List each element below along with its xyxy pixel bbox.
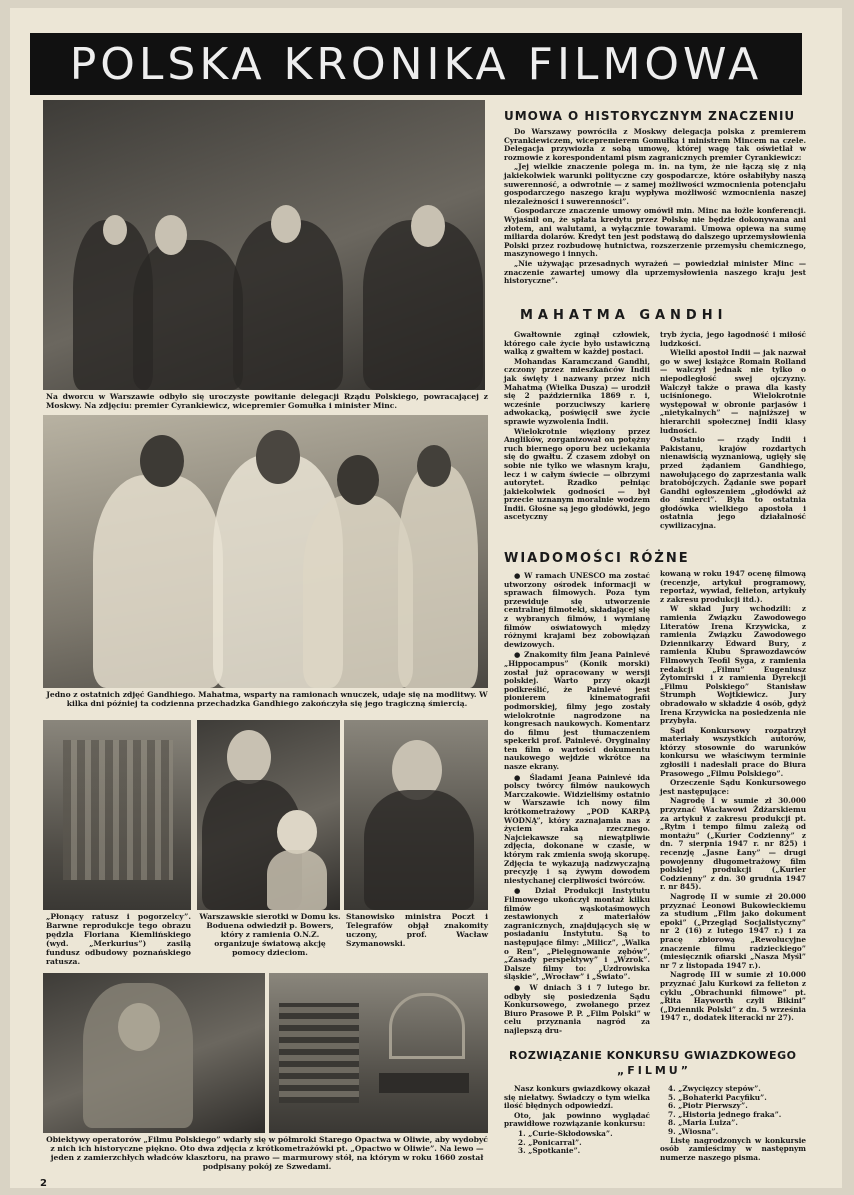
answer-item: 9. „Wiosna”. [668,1126,719,1136]
heading-wiadomosci: WIADOMOŚCI RÓŻNE [504,551,690,566]
news-item: ● Śladami Jeana Painlevé ida polscy twórcy filmów naukowych Marczakowie. Widzieliśmy ostatnio w Warszawie ich nowy film krótkometrażowy „POD KARPĄ WODNĄ”, który zaznajamia nas z życiem raka rzecznego. Najciekawsze są niewątpliwie zdjęcia, dokonane w czasie, w którym rak zmienia swoją skorupę. Zdjęcia te wykazują nadzwyczajną precyzję i są żywym dowodem niestychanej cierpliwości twórców. [504,772,650,885]
answer-item: 8. „Maria Luiza”. [668,1118,738,1128]
page-number: 2 [40,1178,47,1189]
caption-townhall: „Płonący ratusz i pogorzelcy”. Barwne reprodukcje tego obrazu pędzla Floriana Kiemlińskiego (wyd. „Merkurius”) zasilą fundusz odbudowy poznańskiego ratusza. [46,912,191,966]
news-paragraph: Orzeczenie Sądu Konkursowego jest następujące: [660,778,806,796]
news-paragraph: Nagrodę I w sumie zł 30.000 przyznać Wacławowi Żdżarskiemu za artykuł z zakresu produkcji pt. „Rytm i tempo filmu zależą od montażu” („Kurier Codzienny” z dn. 7 sierpnia 1947 r. nr 825) i recenzję „Jasne Łany” — drugi powojenny długometrażowy film polskiej produkcji („Kurier Codzienny” z dn. 30 grudnia 1947 r. nr 845). [660,796,806,892]
article-konkurs-right [660,1085,806,1163]
gandhi-paragraph: Mohandas Karamczand Gandhi, czczony przez mieszkańców Indii jak święty i nazwany przez nich Mahatmą (Wielka Dusza) — urodził się 2 października 1869 r. i, wcześnie porzuciwszy karierę adwokacką, poświęcił swe życie sprawie wyzwolenia Indii. [504,356,650,426]
news-paragraph: W skład Jury wchodzili: z ramienia Związku Zawodowego Literatów Irena Krzywicka, z ramienia Związku Zawodowego Dziennikarzy Edward Bury, z ramienia Klubu Sprawozdawców Filmowych Teofil Syga, z ramienia redakcji „Filmu” Eugeniusz Żytomirski i z ramienia Dyrekcji „Filmu Polskiego” Stanisław Strumph Wojtkiewicz. Jury obradowało w składzie 4 osób, gdyż Irena Krzywicka na posiedzenia nie przybyła. [660,604,806,726]
photo-minister [344,720,488,910]
masthead [30,33,802,95]
photo-abbey-ruler [43,973,265,1133]
answer-list-right [660,1085,806,1137]
konkurs-outro: Listę nagrodzonych w konkursie osób zamieścimy w następnym numerze naszego pisma. [660,1135,806,1162]
news-item: ● Dział Produkcji Instytutu Filmowego ukończył montaż kilku filmów wąskotaśmowych zestawionych z materiałów zagranicznych, znajdujących się w posiadaniu Instytutu. Są to następujące filmy: „Milicz”, „Walka o Ren”, „Pielęgnowanie zębów”, „Zasady perspektywy” i „Wzrok”. Dalsze filmy to: „Uzdrowiska śląskie”, „Wrocław” i „Świato”. [504,886,650,982]
news-paragraph: kowaną w roku 1947 ocenę filmową (recenzje, artykuł programowy, reportaż, wywiad, felieton, artykuły z zakresu produkcji itd.). [660,569,806,604]
gandhi-paragraph: tryb życia, jego łagodność i miłość ludzkości. [660,330,806,348]
umowa-paragraph: Do Warszawy powróciła z Moskwy delegacja polska z premierem Cyrankiewiczem, wicepremierem Gomułką i ministrem Mincem na czele. Delegacja przywiozła z sobą umowę, której wagę tak oświetlał w rozmowie z korespondentami pism zagranicznych premier Cyrankiewicz: [504,127,806,162]
umowa-paragraph: „Jej wielkie znaczenie polega m. in. na tym, że nie łączą się z nią jakiekolwiek warunki polityczne czy gospodarcze, które osłabiłyby naszą suwerenność, a odwrotnie — z samej możliwości wzmocnienia potencjału gospodarczego naszego kraju wypływa możliwość wzmocnienia naszej niezależności i suwerenności”. [504,162,806,206]
answer-item: 6. „Piotr Pierwszy”. [668,1101,748,1111]
news-item: ● Znakomity film Jeana Painlevé „Hippocampus” (Konik morski) został już opracowany w wersji polskiej. Warto przy okazji podkreślić, że Painlevé jest pionierem kinematografii podmorskiej, filmy jego zostały wielokrotnie nagrodzone na kongresach naukowych. Komentarz do filmu jest tłumaczeniem spekerki prof. Painlevé. Oryginalny ten film o wartości dokumentu naukowego wejdzie wkrótce na nasze ekrany. [504,650,650,772]
article-umowa [504,128,806,287]
caption-delegation: Na dworcu w Warszawie odbyło się uroczyste powitanie delegacji Rządu Polskiego, powracającej z Moskwy. Na zdjęciu: premier Cyrankiewicz, wicepremier Gomułka i minister Minc. [46,392,488,410]
caption-minister: Stanowisko ministra Poczt i Telegrafów objął znakomity uczony, prof. Wacław Szymanowski. [346,912,488,948]
heading-konkurs-sub: „FILMU” [617,1064,691,1077]
news-item: ● W dniach 3 i 7 lutego br. odbyły się posiedzenia Sądu Konkursowego, zwołanego przez Biuro Prasowe P. P. „Film Polski” w celu przyznania nagród za najlepszą dru- [504,982,650,1035]
article-gandhi-right [660,331,806,532]
answer-item: 5. „Bohaterki Pacyfiku”. [668,1092,767,1102]
konkurs-paragraph: Nasz konkurs gwiazdkowy okazał się niełatwy. Świadczy o tym wielka ilość błędnych odpowiedzi. [504,1084,650,1111]
masthead-title: POLSKA KRONIKA FILMOWA [69,38,763,90]
gandhi-paragraph: Wielki apostoł Indii — jak nazwał go w swej książce Romain Rolland — walczył jednak nie tylko o niepodległość swej ojczyzny. Walczył także o prawa dla kasty uciśnionego. Wielokrotnie występował w obronie parjasów i „nietykalnych” — najniższej w hierarchii społecznej Indii klasy ludności. [660,348,806,435]
news-paragraph: Nagrodę III w sumie zł 10.000 przyznać Jalu Kurkowi za felieton z cyklu „Obrachunki filmowe” pt. „Rita Hayworth czyli Bikini” („Dziennik Polski” z dn. 5 września 1947 r., dodatek literacki nr 27). [660,970,806,1023]
answer-item: 3. „Spotkanie”. [518,1146,581,1156]
photo-orphans [197,720,340,910]
gandhi-paragraph: Gwałtownie zginął człowiek, którego całe życie było ustawiczną walką z gwałtem w każdej postaci. [504,330,650,357]
photo-gandhi [43,415,488,688]
heading-konkurs: ROZWIĄZANIE KONKURSU GWIAZDKOWEGO [509,1049,797,1062]
photo-abbey-table [269,973,488,1133]
article-wiadomosci-right [660,570,806,1024]
caption-orphans: Warszawskie sierotki w Domu ks. Boduena odwiedził p. Bowers, który z ramienia O.N.Z. organizuje światową akcję pomocy dzieciom. [199,912,341,957]
konkurs-paragraph: Oto, jak powinno wyglądać prawidłowe rozwiązanie konkursu: [504,1110,650,1129]
caption-gandhi: Jedno z ostatnich zdjęć Gandhiego. Mahatma, wsparty na ramionach wnuczek, udaje się na modlitwy. W kilka dni później ta codzienna przechadzka Gandhiego zakończyła się jego tragiczną śmiercią. [46,690,488,708]
answer-item: 2. „Ponicarral”. [518,1137,582,1147]
answer-item: 1. „Curie-Skłodowska”. [518,1128,613,1138]
umowa-paragraph: Gospodarcze znaczenie umowy omówił min. Minc na łożle konferencji. Wyjaśnił on, że spłata kredytu przez Polskę nie będzie dokonywana ani złotem, ani walutami, a wyłącznie towarami. Umowa opiewa na sumę miliarda dolarów. Kredyt ten jest podstawą do dalszego uprzemysłowienia Polski przez rozbudowę hutnictwa, rozszerzenie przemysłu chemicznego, maszynowego i innych. [504,206,806,259]
news-paragraph: Sąd Konkursowy rozpatrzył materiały wszystkich autorów, którzy stosownie do warunków konkursu we właściwym terminie zgłosili i nadesłali prace do Biura Prasowego „Filmu Polskiego”. [660,725,806,778]
gandhi-paragraph: Ostatnio — rządy Indii i Pakistanu, krajów rozdartych nienawiścią wyznaniową, ugięły się przed żądaniem Gandhiego, nawołującego do zaprzestania walk bratobójczych. Żądanie swe poparł Gandhi ogłoszeniem „głodówki aż do śmierci”. Była to ostatnia głodówka wielkiego apostoła i ostatnia jego działalność cywilizacyjna. [660,435,806,531]
heading-gandhi: MAHATMA GANDHI [520,308,728,323]
caption-oliwa: Obiektywy operatorów „Filmu Polskiego” wdarły się w półmroki Starego Opactwa w Oliwie, aby wydobyć z nich ich historyczne piękno. Oto dwa zdjęcia z krótkometrażówki pt. „Opactwo w Oliwie”. Na lewo — jeden z zamierzchłych władców klasztoru, na prawo — marmurowy stół, na którym w roku 1660 został podpisany pokój ze Szwedami. [46,1135,488,1171]
answer-item: 4. „Zwycięzcy stepów”. [668,1084,761,1093]
news-paragraph: Nagrodę II w sumie zł 20.000 przyznać Leonowi Bukowieckiemu za studium „Film jako dokument epoki” („Przegląd Socjalistyczny” nr 2 (16) z lutego 1947 r.) i za pracę zbiorową „Rewolucyjne znaczenie filmu radzieckiego” (miesięcznik ofiarski „Nasza Myśl” nr 7 z listopada 1947 r.). [660,891,806,970]
photo-delegation [43,100,485,390]
umowa-paragraph: „Nie używając przesadnych wyrażeń — powiedział minister Minc — znaczenie zawartej umowy dla uprzemysłowienia naszego kraju jest historyczne”. [504,258,806,286]
news-item: ● W ramach UNESCO ma zostać utworzony ośrodek informacji w sprawach filmowych. Poza tym przewiduje się utworzenie centralnej filmoteki, składającej się z wybranych filmów, i wymianę filmów oświatowych między różnymi krajami bez zobowiązań dewizowych. [504,571,650,649]
answer-list-left [504,1130,650,1156]
heading-umowa: UMOWA O HISTORYCZNYM ZNACZENIU [504,109,796,123]
gandhi-paragraph: Wielokrotnie więziony przez Anglików, zorganizował on potężny ruch biernego oporu bez uciekania się do gwałtu. Z czasem zdobył on sobie nie tylko we własnym kraju, lecz i w całym świecie — olbrzymi autorytet. Rzadko pełniąc jakiekolwiek godności — był przecie uznanym moralnie wodzem Indii. Głośne są jego głodówki, jego ascetyczny [504,426,650,522]
photo-burning-townhall [43,720,191,910]
article-gandhi-left [504,331,650,523]
answer-item: 7. „Historia jednego fraka”. [668,1109,782,1119]
article-wiadomosci-left [504,570,650,1036]
article-konkurs-left [504,1085,650,1156]
